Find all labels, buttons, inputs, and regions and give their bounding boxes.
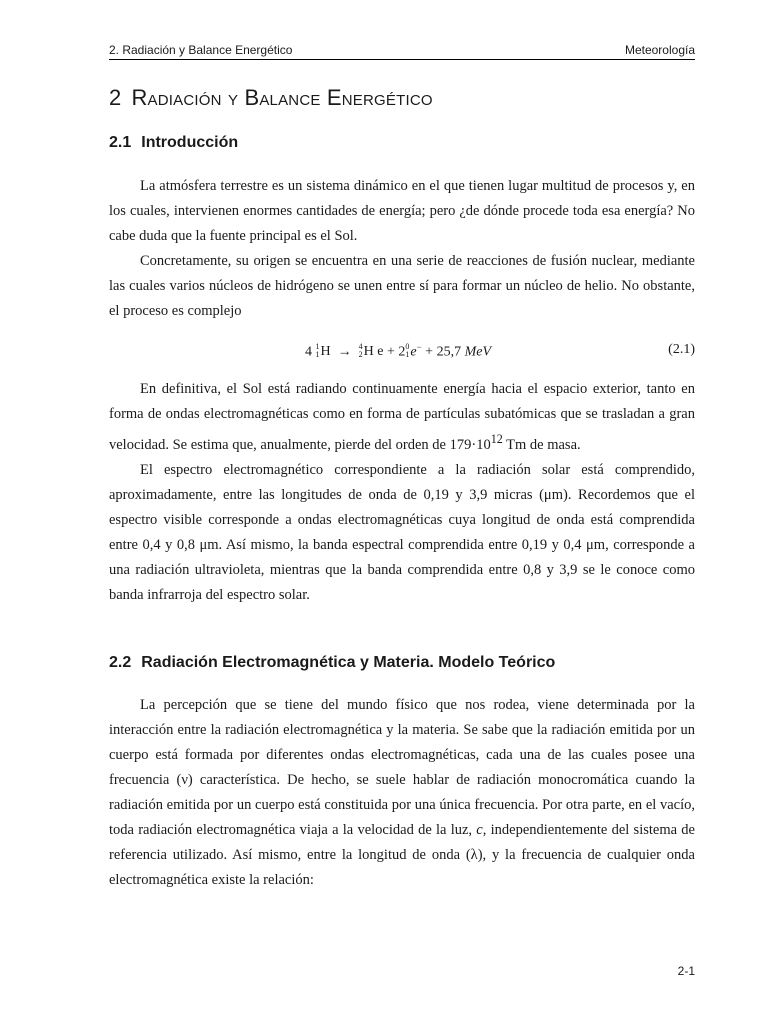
header-book-title: Meteorología (624, 43, 695, 57)
section-heading-introduccion (109, 134, 238, 152)
paragraph-text: , independientemente del sistema de referencia utilizado. Así mismo, entre la longitud de onda (λ), y la frecuencia de cualquier onda electromagnética existe la relación: (109, 822, 695, 888)
equation-number: (2.1) (668, 342, 695, 357)
exponent: 12 (490, 432, 503, 446)
paragraph: El espectro electromagnético correspondiente a la radiación solar está comprendido, aproximadamente, entre las longitudes de onda de 0,19 y 3,9 micras (μm). Recordemos que el espectro visible corresponde a ondas electromagnéticas cuya longitud de onda está comprendida entre 0,4 y 0,8 μm. Así mismo, la banda espectral comprendida entre 0,19 y 0,4 μm, corresponde a una radiación ultravioleta, mientras que la banda comprendida entre 0,8 y 3,9 se le conoce como banda infrarroja del espectro solar. (109, 461, 695, 603)
eq-symbol: H e (363, 344, 384, 360)
chapter-title (109, 85, 433, 111)
speed-of-light-symbol: c (476, 822, 483, 838)
positron (405, 342, 421, 361)
section-number: 2.2 (109, 654, 132, 671)
eq-symbol: e (410, 344, 417, 360)
section-heading-radiacion-materia (109, 654, 555, 672)
paragraph-text: En definitiva, el Sol está radiando continuamente energía hacia el espacio exterior, tanto en forma de ondas electromagnéticas como en forma de partículas subatómicas que se trasladan a gran velocidad. Se estima que, anualmente, pierde del orden de 179·10 (109, 381, 695, 453)
page-number: 2-1 (677, 964, 695, 978)
section-title: Introducción (141, 134, 239, 151)
paragraph: Concretamente, su origen se encuentra en una serie de reacciones de fusión nuclear, mediante las cuales varios núcleos de hidrógeno se unen entre sí para formar un núcleo de helio. No obstante, el proceso es complejo (109, 253, 695, 319)
header-chapter-title: 2. Radiación y Balance Energético (109, 43, 293, 57)
chapter-number: 2 (109, 85, 122, 110)
equation-2-1 (109, 342, 695, 366)
eq-plus: + (425, 344, 434, 360)
paragraph (109, 377, 695, 458)
intro-text-block-continued (109, 377, 695, 608)
eq-atomic-number: 1 (315, 350, 320, 360)
hydrogen-nuclide (316, 344, 331, 360)
equation-body (305, 342, 491, 361)
eq-mass-number: 4 (358, 342, 363, 352)
eq-plus: + (386, 344, 395, 360)
eq-atomic-number: 2 (358, 350, 363, 360)
paragraph-text: Tm de masa. (502, 436, 581, 453)
eq-symbol: H (320, 344, 331, 360)
section-2-2-text-block (109, 693, 695, 893)
eq-coefficient: 2 (398, 344, 406, 360)
eq-energy: 25,7 (436, 344, 462, 360)
eq-mass-number: 0 (405, 342, 410, 352)
intro-text-block (109, 174, 695, 324)
paragraph: La atmósfera terrestre es un sistema dinámico en el que tienen lugar multitud de procesos y, en los cuales, intervienen enormes cantidades de energía; pero ¿de dónde procede toda esa energía? No cabe duda que la fuente principal es el Sol. (109, 178, 695, 244)
section-title: Radiación Electromagnética y Materia. Modelo Teórico (141, 654, 556, 671)
section-number: 2.1 (109, 134, 132, 151)
chapter-title-text: Radiación y Balance Energético (131, 85, 433, 110)
eq-coefficient: 4 (305, 344, 312, 360)
running-header (109, 43, 695, 60)
eq-arrow: → (337, 344, 352, 360)
paragraph-text: La percepción que se tiene del mundo físico que nos rodea, viene determinada por la interacción entre la radiación electromagnética y la materia. Se sabe que la radiación emitida por un cuerpo está formada por diferentes ondas electromagnéticas, cada una de las cuales posee una frecuencia (ν) característica. De hecho, se suele hablar de radiación monocromática cuando la radiación emitida por un cuerpo está constituida por una única frecuencia. Por otra parte, en el vacío, toda radiación electromagnética viaja a la velocidad de la luz, (109, 697, 695, 838)
eq-charge: − (416, 342, 422, 352)
paragraph (109, 693, 695, 893)
helium-nuclide (359, 344, 384, 360)
eq-atomic-number: 1 (405, 350, 410, 360)
eq-mass-number: 1 (315, 342, 320, 352)
eq-unit: MeV (464, 344, 491, 360)
